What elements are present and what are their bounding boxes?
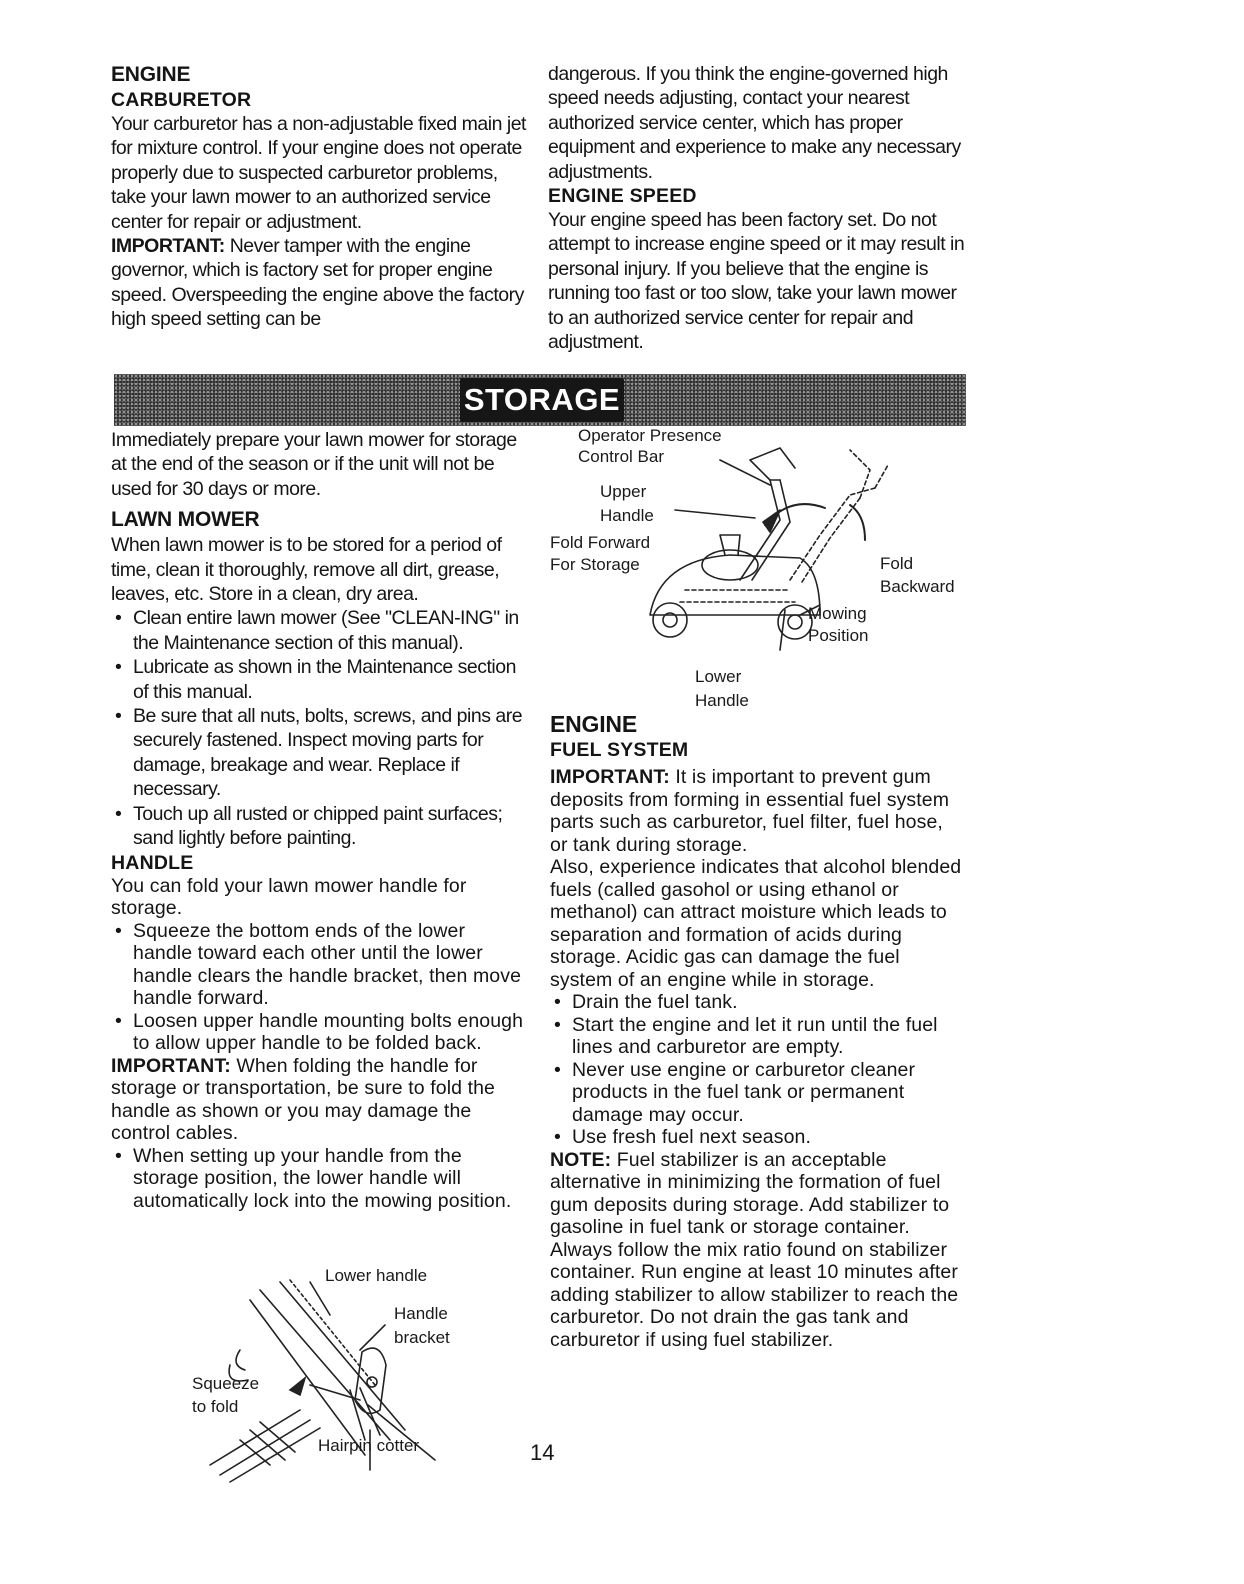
note-label: NOTE: <box>550 1148 612 1171</box>
fig-hairpin-cotter-label: Hairpin cotter <box>318 1436 420 1455</box>
list-item: • Drain the fuel tank. <box>550 991 965 1014</box>
important-text: It is important to prevent gum deposits from forming in essential fuel system parts such as carburetor, fuel filter, fuel hose, or tank during storage. <box>550 766 950 856</box>
fuel-bullets <box>550 991 965 1149</box>
list-item: • When setting up your handle from the storage position, the lower handle will automatically lock into the mowing position. <box>111 1145 526 1213</box>
important-label: IMPORTANT: <box>550 766 670 788</box>
fig-handle-bracket-label: Handle bracket <box>394 1304 450 1347</box>
handle-bullets <box>111 920 526 1055</box>
engine-speed-paragraph: Your engine speed has been factory set. Do not attempt to increase engine speed or it may result in personal injury. If you believe that the engine is running too fast or too slow, take your lawn mower to an authorized service center for repair and adjustment. <box>548 209 965 354</box>
engine-speed-heading: ENGINE SPEED <box>548 185 697 208</box>
fig-squeeze-to-fold-label: Squeeze to fold <box>192 1374 260 1416</box>
list-item: • Touch up all rusted or chipped paint surfaces; sand lightly before painting. <box>111 802 526 851</box>
list-item: • Lubricate as shown in the Maintenance section of this manual. <box>111 655 526 704</box>
page-number: 14 <box>530 1440 555 1465</box>
fuel-stabilizer-note <box>550 1149 965 1352</box>
fig-lower-handle-label: Lower Handle <box>695 667 749 710</box>
list-item: • Loosen upper handle mounting bolts enough to allow upper handle to be folded back. <box>111 1010 526 1055</box>
engine-heading: ENGINE <box>550 711 637 737</box>
storage-intro: Immediately prepare your lawn mower for storage at the end of the season or if the unit will not be used for 30 days or more. <box>111 429 517 500</box>
handle-setup-bullet <box>111 1145 526 1213</box>
handle-paragraph: You can fold your lawn mower handle for storage. <box>111 874 467 919</box>
handle-text-block <box>111 851 526 1213</box>
fig-upper-handle-label: Upper Handle <box>600 482 654 525</box>
engine-heading: ENGINE <box>111 63 191 86</box>
alcohol-fuels-paragraph: Also, experience indicates that alcohol blended fuels (called gasohol or using ethanol or methanol) can attract moisture which leads to separation and formation of acids during storage. Acidic gas can damage the fuel system of an engine while in storage. <box>550 856 962 991</box>
list-item: • Never use engine or carburetor cleaner products in the fuel tank or permanent damage may occur. <box>550 1059 965 1127</box>
list-item: • Be sure that all nuts, bolts, screws, and pins are securely fastened. Inspect moving parts for damage, breakage and wear. Replace if necessary. <box>111 704 526 802</box>
governor-important-paragraph <box>111 234 531 332</box>
lawn-mower-bullets <box>111 606 526 850</box>
list-item: • Start the engine and let it run until the fuel lines and carburetor are empty. <box>550 1014 965 1059</box>
note-text: Fuel stabilizer is an acceptable alternative in minimizing the formation of fuel gum deposits during storage. Add stabilizer to gasoline in fuel tank or storage container. Always follow the mix ratio found on stabilizer container. Run engine at least 10 minutes after adding stabilizer to allow stabilizer to reach the carburetor. Do not drain the gas tank and carburetor if using fuel stabilizer. <box>550 1148 959 1351</box>
list-item: • Clean entire lawn mower (See "CLEAN-ING" in the Maintenance section of this manual). <box>111 606 526 655</box>
fuel-important-paragraph <box>550 766 965 856</box>
governor-continued-paragraph: dangerous. If you think the engine-governed high speed needs adjusting, contact your nearest authorized service center, which has proper equipment and experience to make any necessary adjustments. <box>548 63 961 183</box>
storage-right-column <box>550 710 965 1351</box>
fig-fold-forward-label: Fold Forward For Storage <box>550 533 651 574</box>
handle-important-paragraph <box>111 1055 526 1145</box>
lawn-mower-heading: LAWN MOWER <box>111 508 260 532</box>
carburetor-paragraph: Your carburetor has a non-adjustable fixed main jet for mixture control. If your engine does not operate properly due to suspected carburetor problems, take your lawn mower to an authorized service center for repair or adjustment. <box>111 113 526 233</box>
important-text: Never tamper with the engine governor, which is factory set for proper engine speed. Overspeeding the engine above the factory high speed setting can be <box>111 235 524 331</box>
important-label: IMPORTANT: <box>111 235 225 258</box>
lawn-mower-paragraph: When lawn mower is to be stored for a period of time, clean it thoroughly, remove all dirt, grease, leaves, etc. Store in a clean, dry area. <box>111 534 502 606</box>
list-item: • Squeeze the bottom ends of the lower handle toward each other until the lower handle clears the handle bracket, then move handle forward. <box>111 920 526 1010</box>
important-text: When folding the handle for storage or transportation, be sure to fold the handle as shown or you may damage the control cables. <box>111 1054 495 1144</box>
storage-text-block <box>111 428 526 851</box>
carburetor-heading: CARBURETOR <box>111 89 252 111</box>
fig-operator-presence-label: Operator Presence Control Bar <box>578 426 722 466</box>
list-item: • Use fresh fuel next season. <box>550 1126 965 1149</box>
storage-left-column <box>111 428 526 1212</box>
fig-mowing-position-label: Mowing Position <box>808 604 869 645</box>
top-left-column <box>111 62 531 332</box>
fuel-system-text-block <box>550 766 965 1351</box>
fuel-system-heading: FUEL SYSTEM <box>550 739 689 761</box>
fig-fold-backward-label: Fold Backward <box>880 554 955 596</box>
fig-lower-handle-label: Lower handle <box>325 1266 428 1285</box>
important-label: IMPORTANT: <box>111 1054 231 1077</box>
handle-heading: HANDLE <box>111 851 194 874</box>
top-right-column <box>548 62 968 354</box>
storage-banner-title: STORAGE <box>460 378 624 422</box>
